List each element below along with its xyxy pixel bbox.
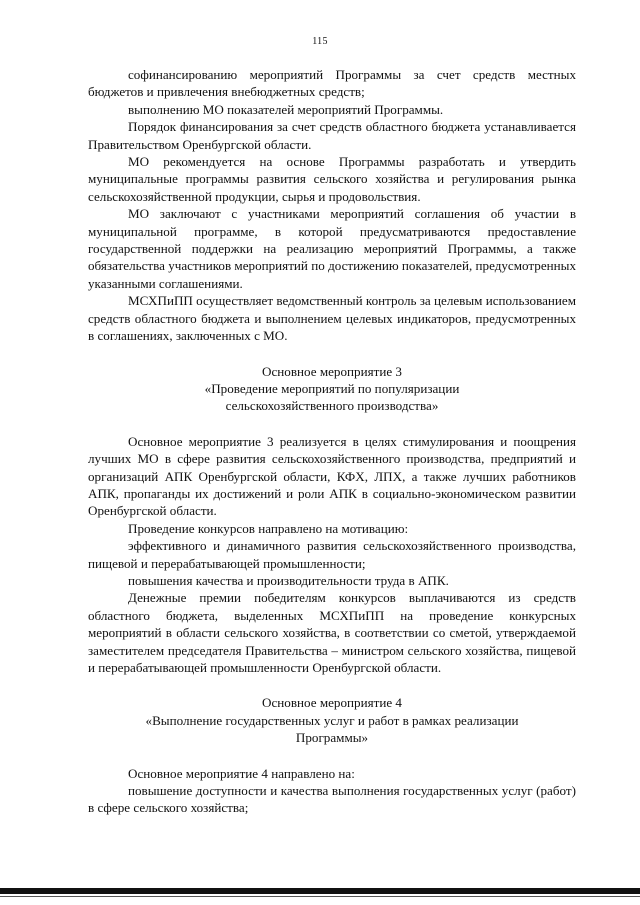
section-3-heading [88,363,576,415]
section-heading-line: «Проведение мероприятий по популяризации [204,380,460,396]
page-body [88,66,576,817]
section-heading-line: Программы» [295,730,369,746]
section-heading-line: Основное мероприятие 3 [262,363,402,379]
section-3-body [88,433,576,677]
paragraph: МО заключают с участниками мероприятий соглашения об участии в муниципальной программе, в которой предусматриваются предоставление государственной поддержки на реализацию мероприятий Программы, а также обязательства участников мероприятий по достижению показателей, предусмотренных указанными соглашениями. [88,206,576,291]
paragraph: МСХПиПП осуществляет ведомственный контроль за целевым использованием средств областного бюджета и выполнением целевых индикаторов, предусмотренных в соглашениях, заключенных с МО. [88,293,576,344]
paragraph: Порядок финансирования за счет средств областного бюджета устанавливается Правительством Оренбургской области. [88,119,576,152]
spacer [88,676,576,694]
bottom-border-bar [0,888,640,894]
paragraph: Денежные премии победителям конкурсов выплачиваются из средств областного бюджета, выделенных МСХПиПП на проведение конкурсных мероприятий в области сельского хозяйства, в соответствии со сметой, утверждаемой заместителем председателя Правительства – министром сельского хозяйства, пищевой и перерабатывающей промышленности Оренбургской области. [88,590,576,675]
paragraph: Основное мероприятие 4 направлено на: [128,765,355,781]
bottom-border-line [0,896,640,897]
spacer [88,345,576,363]
spacer [88,747,576,765]
page-number: 115 [312,36,328,47]
paragraph: повышение доступности и качества выполнения государственных услуг (работ) в сфере сельского хозяйства; [88,783,576,816]
paragraph: выполнению МО показателей мероприятий Программы. [128,101,444,117]
paragraph: Основное мероприятие 3 реализуется в целях стимулирования и поощрения лучших МО в сфере развития сельскохозяйственного производства, предприятий и организаций АПК Оренбургской области, КФХ, ЛПХ, а также лучших работников АПК, пропаганды их достижений и роли АПК в социально-экономическом развитии Оренбургской области. [88,433,576,519]
section-4-body [88,765,576,817]
paragraph: эффективного и динамичного развития сельскохозяйственного производства, пищевой и перерабатывающей промышленности; [88,538,576,571]
section-4-heading [88,694,576,746]
paragraph: Проведение конкурсов направлено на мотивацию: [128,520,409,536]
paragraph: повышения качества и производительности труда в АПК. [128,572,449,588]
section-heading-line: сельскохозяйственного производства» [225,398,439,414]
section-heading-line: Основное мероприятие 4 [262,695,402,711]
paragraph: софинансированию мероприятий Программы за счет средств местных бюджетов и привлечения внебюджетных средств; [88,67,576,100]
spacer [88,415,576,433]
section-heading-line: «Выполнение государственных услуг и работ в рамках реализации [145,712,519,728]
paragraph: МО рекомендуется на основе Программы разработать и утвердить муниципальные программы развития сельского хозяйства и регулирования рынка сельскохозяйственной продукции, сырья и продовольствия. [88,154,576,204]
